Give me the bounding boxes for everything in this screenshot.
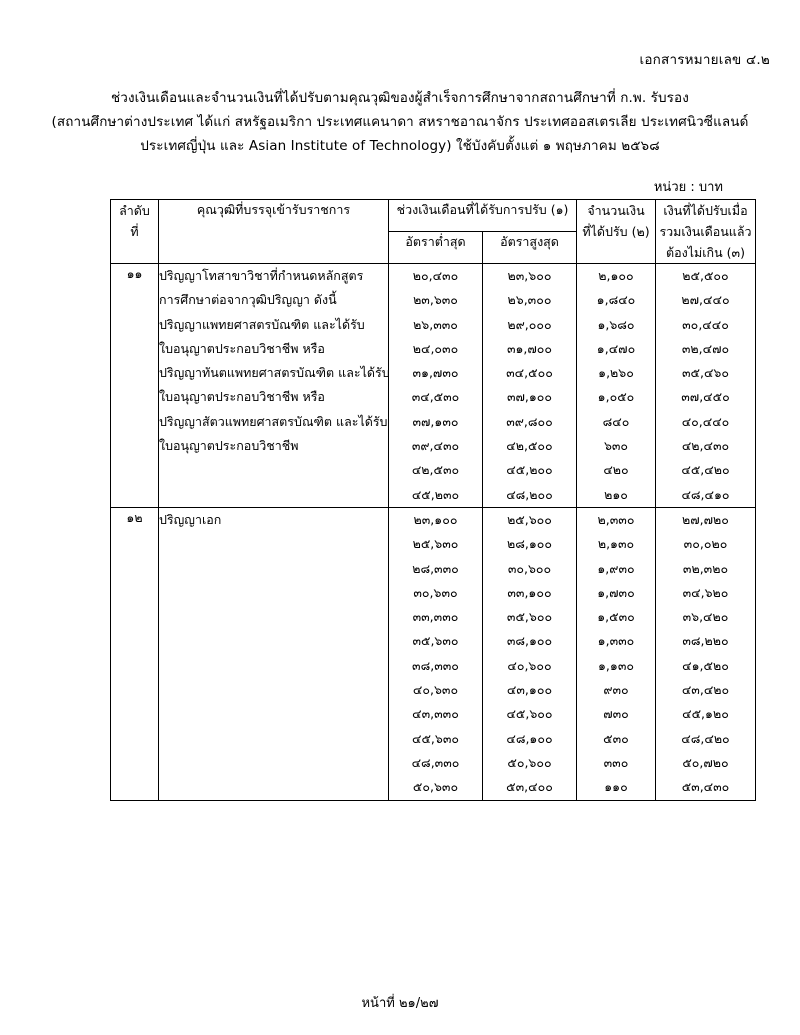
table-row bbox=[111, 507, 756, 800]
row-order-number: ๑๑ bbox=[111, 264, 159, 508]
row-adjust-amount bbox=[577, 264, 656, 508]
row-total-cap-value: ๕๓,๔๓๐ bbox=[681, 779, 730, 795]
row-adjust-amount-value: ๔๒๐ bbox=[603, 462, 629, 478]
row-min-rate-value: ๔๘,๓๓๐ bbox=[411, 754, 460, 770]
row-total-cap-value: ๔๕,๑๒๐ bbox=[682, 706, 729, 722]
row-min-rate-value: ๔๐,๖๓๐ bbox=[412, 682, 459, 698]
row-adjust-amount-value: ๑,๕๓๐ bbox=[597, 609, 635, 625]
row-total-cap-value: ๓๐,๔๔๐ bbox=[682, 316, 729, 332]
qualification-line: ปริญญาสัตวแพทยศาสตรบัณฑิต และได้รับ bbox=[159, 413, 388, 429]
row-min-rate-value: ๕๐,๖๓๐ bbox=[412, 779, 459, 795]
qualification-line: ใบอนุญาตประกอบวิชาชีพ bbox=[159, 438, 299, 454]
row-max-rate bbox=[483, 264, 577, 508]
qualification-line: ปริญญาเอก bbox=[159, 511, 222, 527]
page-footer: หน้าที่ ๒๑/๒๗ bbox=[361, 996, 439, 1011]
row-max-rate bbox=[483, 507, 577, 800]
salary-table-body bbox=[111, 264, 756, 801]
row-max-rate-value: ๒๘,๑๐๐ bbox=[506, 536, 553, 552]
row-adjust-amount-value: ๗๓๐ bbox=[603, 706, 629, 722]
row-adjust-amount-value: ๒,๓๓๐ bbox=[597, 511, 635, 527]
row-min-rate bbox=[389, 507, 483, 800]
row-qualification bbox=[159, 264, 389, 508]
row-adjust-amount-value: ๖๓๐ bbox=[603, 438, 629, 454]
row-adjust-amount-value: ๓๓๐ bbox=[603, 754, 629, 770]
row-max-rate-value: ๓๓,๑๐๐ bbox=[507, 584, 552, 600]
row-min-rate-value: ๓๐,๖๓๐ bbox=[413, 584, 458, 600]
row-max-rate-value: ๒๓,๖๐๐ bbox=[507, 268, 552, 283]
row-min-rate-value: ๒๔,๐๓๐ bbox=[412, 340, 459, 356]
qualification-line: ใบอนุญาตประกอบวิชาชีพ หรือ bbox=[159, 389, 325, 405]
header-order-no-line1: ลำดับ bbox=[119, 203, 150, 218]
row-adjust-amount-value: ๑,๓๓๐ bbox=[597, 633, 635, 649]
row-min-rate-value: ๓๔,๕๓๐ bbox=[411, 389, 460, 405]
row-adjust-amount-value: ๙๓๐ bbox=[603, 682, 629, 698]
row-total-cap-value: ๔๓,๔๒๐ bbox=[681, 682, 730, 698]
row-max-rate-value: ๓๐,๖๐๐ bbox=[507, 560, 552, 576]
row-adjust-amount-value: ๑,๗๓๐ bbox=[597, 584, 635, 600]
header-max-rate: อัตราสูงสุด bbox=[483, 232, 577, 264]
title-line-1: ช่วงเงินเดือนและจำนวนเงินที่ได้ปรับตามคุณวุฒิของผู้สำเร็จการศึกษาจากสถานศึกษาที่ ก.พ. รับรอง bbox=[111, 90, 689, 106]
header-adjust-amount bbox=[577, 200, 656, 264]
row-adjust-amount-value: ๑,๙๓๐ bbox=[597, 560, 635, 576]
row-adjust-amount-value: ๑,๐๕๐ bbox=[597, 389, 635, 405]
row-total-cap-value: ๔๒,๔๓๐ bbox=[681, 438, 730, 454]
unit-label: หน่วย : บาท bbox=[653, 180, 723, 195]
row-adjust-amount-value: ๑,๑๓๐ bbox=[597, 657, 635, 673]
row-min-rate-value: ๒๖,๓๓๐ bbox=[413, 316, 458, 332]
row-total-cap-value: ๔๑,๕๒๐ bbox=[682, 657, 729, 673]
row-min-rate-value: ๒๐,๔๓๐ bbox=[412, 268, 459, 283]
row-adjust-amount bbox=[577, 507, 656, 800]
row-min-rate-value: ๓๕,๖๓๐ bbox=[412, 633, 459, 649]
row-min-rate-value: ๓๙,๔๓๐ bbox=[411, 438, 460, 454]
row-max-rate-value: ๔๘,๒๐๐ bbox=[506, 486, 553, 502]
row-max-rate-value: ๒๖,๓๐๐ bbox=[507, 292, 552, 308]
qualification-line: ใบอนุญาตประกอบวิชาชีพ หรือ bbox=[159, 340, 325, 356]
row-total-cap-value: ๓๕,๔๖๐ bbox=[681, 365, 729, 381]
row-total-cap-value: ๒๗,๗๒๐ bbox=[682, 511, 729, 527]
row-adjust-amount-value: ๑,๘๔๐ bbox=[596, 292, 636, 308]
row-max-rate-value: ๕๓,๔๐๐ bbox=[506, 779, 553, 795]
row-max-rate-value: ๔๒,๕๐๐ bbox=[506, 438, 553, 454]
row-max-rate-value: ๓๘,๑๐๐ bbox=[506, 633, 553, 649]
row-max-rate-value: ๔๘,๑๐๐ bbox=[506, 730, 553, 746]
header-total-line2: รวมเงินเดือนแล้ว bbox=[659, 224, 752, 239]
header-qualification: คุณวุฒิที่บรรจุเข้ารับราชการ bbox=[159, 200, 389, 264]
header-min-rate: อัตราต่ำสุด bbox=[389, 232, 483, 264]
qualification-line: ปริญญาแพทยศาสตรบัณฑิต และได้รับ bbox=[159, 316, 365, 332]
row-adjust-amount-value: ๑๑๐ bbox=[604, 779, 628, 795]
row-min-rate-value: ๒๕,๖๓๐ bbox=[412, 536, 459, 552]
row-min-rate-value: ๒๓,๑๐๐ bbox=[413, 511, 458, 527]
row-total-cap bbox=[656, 507, 756, 800]
row-min-rate-value: ๓๑,๗๓๐ bbox=[412, 365, 459, 381]
row-max-rate-value: ๔๕,๖๐๐ bbox=[506, 706, 553, 722]
document-code-label: เอกสารหมายเลข ๔.๒ bbox=[639, 52, 770, 68]
row-qualification bbox=[159, 507, 389, 800]
row-min-rate-value: ๔๓,๓๓๐ bbox=[412, 706, 459, 722]
row-total-cap-value: ๓๘,๒๒๐ bbox=[682, 633, 729, 649]
row-max-rate-value: ๓๙,๘๐๐ bbox=[506, 413, 553, 429]
header-total-line3: ต้องไม่เกิน (๓) bbox=[666, 245, 745, 260]
row-adjust-amount-value: ๕๓๐ bbox=[603, 730, 629, 746]
qualification-line: ปริญญาทันตแพทยศาสตรบัณฑิต และได้รับ bbox=[159, 365, 390, 381]
salary-table-head bbox=[111, 200, 756, 264]
row-max-rate-value: ๒๕,๖๐๐ bbox=[507, 511, 552, 527]
table-row bbox=[111, 264, 756, 508]
salary-table-wrapper bbox=[110, 199, 752, 801]
header-total-line1: เงินที่ได้ปรับเมื่อ bbox=[663, 203, 748, 218]
row-max-rate-value: ๔๐,๖๐๐ bbox=[507, 657, 552, 673]
header-adjust-line1: จำนวนเงิน bbox=[587, 203, 645, 218]
document-title-block bbox=[0, 86, 800, 158]
row-max-rate-value: ๓๔,๕๐๐ bbox=[506, 365, 553, 381]
qualification-line: การศึกษาต่อจากวุฒิปริญญา ดังนี้ bbox=[159, 292, 337, 308]
row-max-rate-value: ๒๙,๐๐๐ bbox=[507, 316, 552, 332]
title-line-3: ประเทศญี่ปุ่น และ Asian Institute of Technology) ใช้บังคับตั้งแต่ ๑ พฤษภาคม ๒๕๖๘ bbox=[140, 138, 660, 154]
row-total-cap-value: ๔๘,๔๑๐ bbox=[681, 486, 730, 502]
header-order-no bbox=[111, 200, 159, 264]
row-total-cap-value: ๒๗,๔๔๐ bbox=[681, 292, 730, 308]
row-order-number: ๑๒ bbox=[111, 507, 159, 800]
row-adjust-amount-value: ๑,๖๘๐ bbox=[597, 316, 635, 332]
row-adjust-amount-value: ๑,๒๖๐ bbox=[598, 365, 634, 381]
row-adjust-amount-value: ๘๔๐ bbox=[602, 413, 630, 429]
header-adjust-line2: ที่ได้ปรับ (๒) bbox=[582, 224, 650, 239]
row-total-cap-value: ๓๔,๖๒๐ bbox=[682, 584, 729, 600]
row-max-rate-value: ๓๕,๖๐๐ bbox=[506, 609, 553, 625]
row-total-cap-value: ๓๒,๓๒๐ bbox=[682, 560, 729, 576]
row-max-rate-value: ๔๕,๒๐๐ bbox=[506, 462, 553, 478]
row-min-rate-value: ๓๘,๓๓๐ bbox=[412, 657, 459, 673]
row-total-cap-value: ๔๐,๔๔๐ bbox=[681, 413, 730, 429]
title-line-2: (สถานศึกษาต่างประเทศ ได้แก่ สหรัฐอเมริกา ประเทศแคนาดา สหราชอาณาจักร ประเทศออสเตรเลีย ประเทศนิวซีแลนด์ bbox=[51, 114, 749, 130]
header-total-cap bbox=[656, 200, 756, 264]
row-total-cap-value: ๓๖,๔๒๐ bbox=[682, 609, 729, 625]
row-min-rate-value: ๔๒,๕๓๐ bbox=[411, 462, 460, 478]
header-order-no-line2: ที่ bbox=[130, 224, 139, 239]
row-adjust-amount-value: ๒,๑๓๐ bbox=[597, 536, 635, 552]
row-max-rate-value: ๕๐,๖๐๐ bbox=[507, 754, 552, 770]
row-total-cap-value: ๓๗,๔๕๐ bbox=[681, 389, 730, 405]
row-total-cap-value: ๔๕,๔๒๐ bbox=[681, 462, 730, 478]
header-salary-range-group: ช่วงเงินเดือนที่ได้รับการปรับ (๑) bbox=[389, 200, 577, 232]
row-adjust-amount-value: ๑,๔๗๐ bbox=[596, 340, 636, 356]
row-min-rate-value: ๒๘,๓๓๐ bbox=[412, 560, 459, 576]
row-max-rate-value: ๓๗,๑๐๐ bbox=[506, 389, 553, 405]
row-total-cap bbox=[656, 264, 756, 508]
row-min-rate-value: ๓๓,๓๓๐ bbox=[412, 609, 459, 625]
row-min-rate-value: ๔๕,๖๓๐ bbox=[411, 730, 459, 746]
row-total-cap-value: ๔๘,๔๒๐ bbox=[681, 730, 730, 746]
row-total-cap-value: ๕๐,๗๒๐ bbox=[682, 754, 729, 770]
row-min-rate-value: ๓๗,๑๓๐ bbox=[412, 413, 459, 429]
qualification-line: ปริญญาโทสาขาวิชาที่กำหนดหลักสูตร bbox=[159, 268, 364, 283]
row-total-cap-value: ๒๕,๕๐๐ bbox=[682, 268, 729, 283]
row-adjust-amount-value: ๒,๑๐๐ bbox=[598, 268, 634, 283]
salary-table bbox=[110, 199, 756, 801]
row-adjust-amount-value: ๒๑๐ bbox=[604, 486, 628, 502]
row-min-rate-value: ๒๓,๖๓๐ bbox=[413, 292, 458, 308]
header-row-top bbox=[111, 200, 756, 232]
row-max-rate-value: ๔๓,๑๐๐ bbox=[506, 682, 553, 698]
row-total-cap-value: ๓๐,๐๒๐ bbox=[683, 536, 728, 552]
row-max-rate-value: ๓๑,๗๐๐ bbox=[506, 340, 553, 356]
row-total-cap-value: ๓๒,๔๗๐ bbox=[681, 340, 730, 356]
row-min-rate bbox=[389, 264, 483, 508]
row-min-rate-value: ๔๕,๒๓๐ bbox=[411, 486, 460, 502]
